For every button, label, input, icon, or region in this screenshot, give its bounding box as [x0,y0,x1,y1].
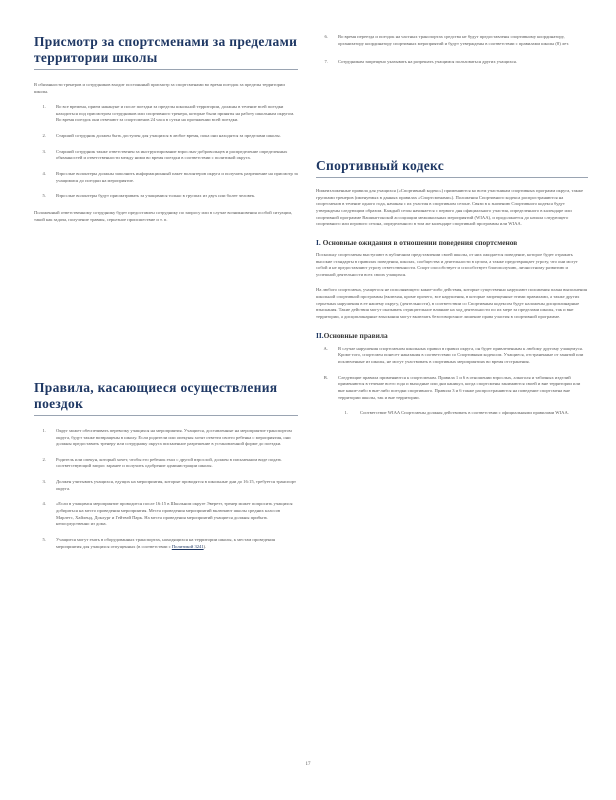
trips-list-continued [316,34,588,66]
trips-section [34,380,298,550]
list-item: 1. Округ может обеспечивать перевозку учащихся на мероприятия. Учащиеся, доставленные на мероприятие транспортом округа, будут также возвращены в школу. Если родители или опекуны хотят отвезти своего ребенка с мероприятия, они должны предоставить тренеру или сотруднику округа письменное разрешение в установленной форме до поездки. [42,427,292,447]
list-item: 2. Старший сотрудник должен быть доступен для учащихся в любое время, пока они находятся за пределами школы. [42,133,281,139]
list-item: 5. Учащиеся могут ехать в оборудованных транспортах, находящихся на территории школы, к местам проведения мероприятия для учащихся отпущенных (в соответствии с Политикой 3241). [42,537,275,549]
list-item: 6. Во время переезда и поездок на частных транспортах средства не будут предоставлены спортивному координатору, организатору координатору спортивных мероприятий и будут утверждены в соответствии с правилами школы (8) лет. [324,34,570,46]
heading-rule [34,415,298,416]
section-1-heading: I. Основные ожидания в отношении поведения спортсменов [316,237,518,247]
list-item: 3. Должен учитывать учащихся, едущих на мероприятия, которые проводятся в школьные дни до 16:15, требуется транспорт округа. [42,479,297,491]
section-1-paragraph: Поскольку спортсмены выступают в публичном представлении своей школы, от них ожидается поведение, которое будет отражать высокие стандарты в правилах поведения, школах, сообщества и деятельности в целом, а также предотвращает угрозу, что они могут собой и не предоставляют угрозу ответственности. Спорт способствует и способствует благополучию, личностному развитию и успешной деятельности всех своих учащихся. [316,251,578,277]
athletic-code-heading: Спортивный кодекс [316,158,445,173]
list-item: 7. Сотрудникам запрещено указывать на разрешать учащимся пользоваться других учащихся. [324,59,517,65]
supervision-intro: В обязанности тренеров и сотрудников входит постоянный присмотр за спортсменами во время поездок за пределы территории школы. [34,81,285,94]
list-item: 4. «Если в учащимся мероприятие проводится после 16:15 в Школьном округе Эверетт, тренер может попросить учащихся добираться на место проведения мероприятия. Места проведения мероприятий включают школы средних классов Марлетс, Хайленд, Доклург и Гейтвэй Парк. На места проведения мероприятий учащиеся должны прибыть непосредственно из дома. [42,501,293,527]
nested-list [340,410,588,417]
list-item: 1. Во все времена, прием накануне и после поездки за пределы школьной территории, должны в течение всей поездки находиться под присмотром сотрудников или спортивного тренера, которые были приняты на работу школьным округом. Во время поездок они отвечают за спортсменов 24 часа в сутки на протяжении всей поездки. [42,104,295,123]
page-number: 17 [305,762,311,767]
supervision-heading: Присмотр за спортсменами за пределами территории школы [34,34,298,65]
list-item: 3. Старший сотрудник также ответственен за инструктирование взрослых-добровольцев и распределение определенных обязанностей и ответственности между ними во время поездки в соответствии с политикой округа. [42,148,288,161]
policy-3241-link[interactable]: Политикой 3241 [171,543,204,549]
athletic-code-intro: Нижеизложенные правила для учащихся («Спортивный кодекс») применяются ко всем участникам спортивных программ округа, также группами тренеров (именуемых в данных правилах «Спортсменами»). Положения Спортивного кодекса распространяются на спортсменов в течение одного года, начиная с их участия в спортивном сезоне. Связи в к значению Спортивного кодекса будут утверждены следующим образом. Каждый сезон начинается с первого дня официального участия, определенного в календаре или спортивной программе Вашингтонской ассоциации межшкольных мероприятий (WIAA), и продолжается до начала следующего спортивного или игрового сезона, определенного в том же календаре спортивной программы или WIAA. [316,187,584,227]
list-item: 5. Взрослые волонтеры будут присматривать за учащимися только в группах из двух или более человек. [42,193,256,199]
supervision-list [34,104,298,200]
supervision-section [34,34,298,223]
list-item: B. Следующие правила применяются к спортсменам. Правила 1 и 6 в отношении взрослых, алкоголя и табачных изделий применяются в течение всего года и выходные или дни каникул, когда спортсмены занимаются своей и вне территории или вне какие-либо в вне-либо поездки спортивного. Правила 3 и 6 также распространяются на поведение спортсмена вне территории школы, так и вне территории. [323,374,581,400]
supervision-closing: Положенный ответственному сотруднику будет предоставлен сотруднику по запросу или в случае возникновения особой ситуации, такой как задача, получение травмы, серьезное происшествие и т. п. [34,210,293,222]
trips-heading: Правила, касающиеся осуществления поездок [34,380,278,411]
heading-rule [316,177,588,178]
heading-rule [34,69,298,70]
section-2-heading: II.Основные правила [316,330,388,340]
list-item: 1. Соответствие WIAA Спортсмены должны действовать в соответствии с официальными правилами WIAA. [344,410,569,416]
athletic-code-section [316,158,588,417]
trips-list [34,428,298,551]
list-item: 2. Родитель или опекун, который хочет, чтобы его ребенок ехал с другой взрослой, должен в письменном виде подать соответствующий запрос заранее и получить одобрение администрации школы. [42,456,282,469]
list-item: 4. Взрослые волонтеры должны заполнить информационный пакет волонтеров округа и получить разрешение на присмотр за учащимися до поездки на мероприятие. [42,171,298,183]
list-item: A. В случае нарушения спортсменом школьных правил в правил округа, он будет привлеченным к любому другому учащемуся. Кроме того, спортсмен понесет наказания в соответствии со Спортивным кодексом. Учащиеся, отстраненные от занятий или исключенные из школы, не могут участвовать в спортивных мероприятиях во время отстранения. [323,345,584,365]
section-1-paragraph: На любого спортсмена, учащегося не исполняющего какие-либо действия, которые существенно нарушают положения плана выполнения школьной спортивной программы (включая, кроме прочего, все нарушения, в которые запрещенные этими правилами, а также других серьезных нарушения в ее нашему округу, (деятельности), в соответствии со Спортивным кодексом будут наложены дисциплинарные взыскания. Такие действия могут оказывать отрицательное влияние на ход деятельности по их мере за пределами школы, так и вне территории, а дисциплинарные взыскания могут включать безоговорочное лишение права участия в спортивной программе. [316,287,587,320]
section-2-list [316,346,588,402]
